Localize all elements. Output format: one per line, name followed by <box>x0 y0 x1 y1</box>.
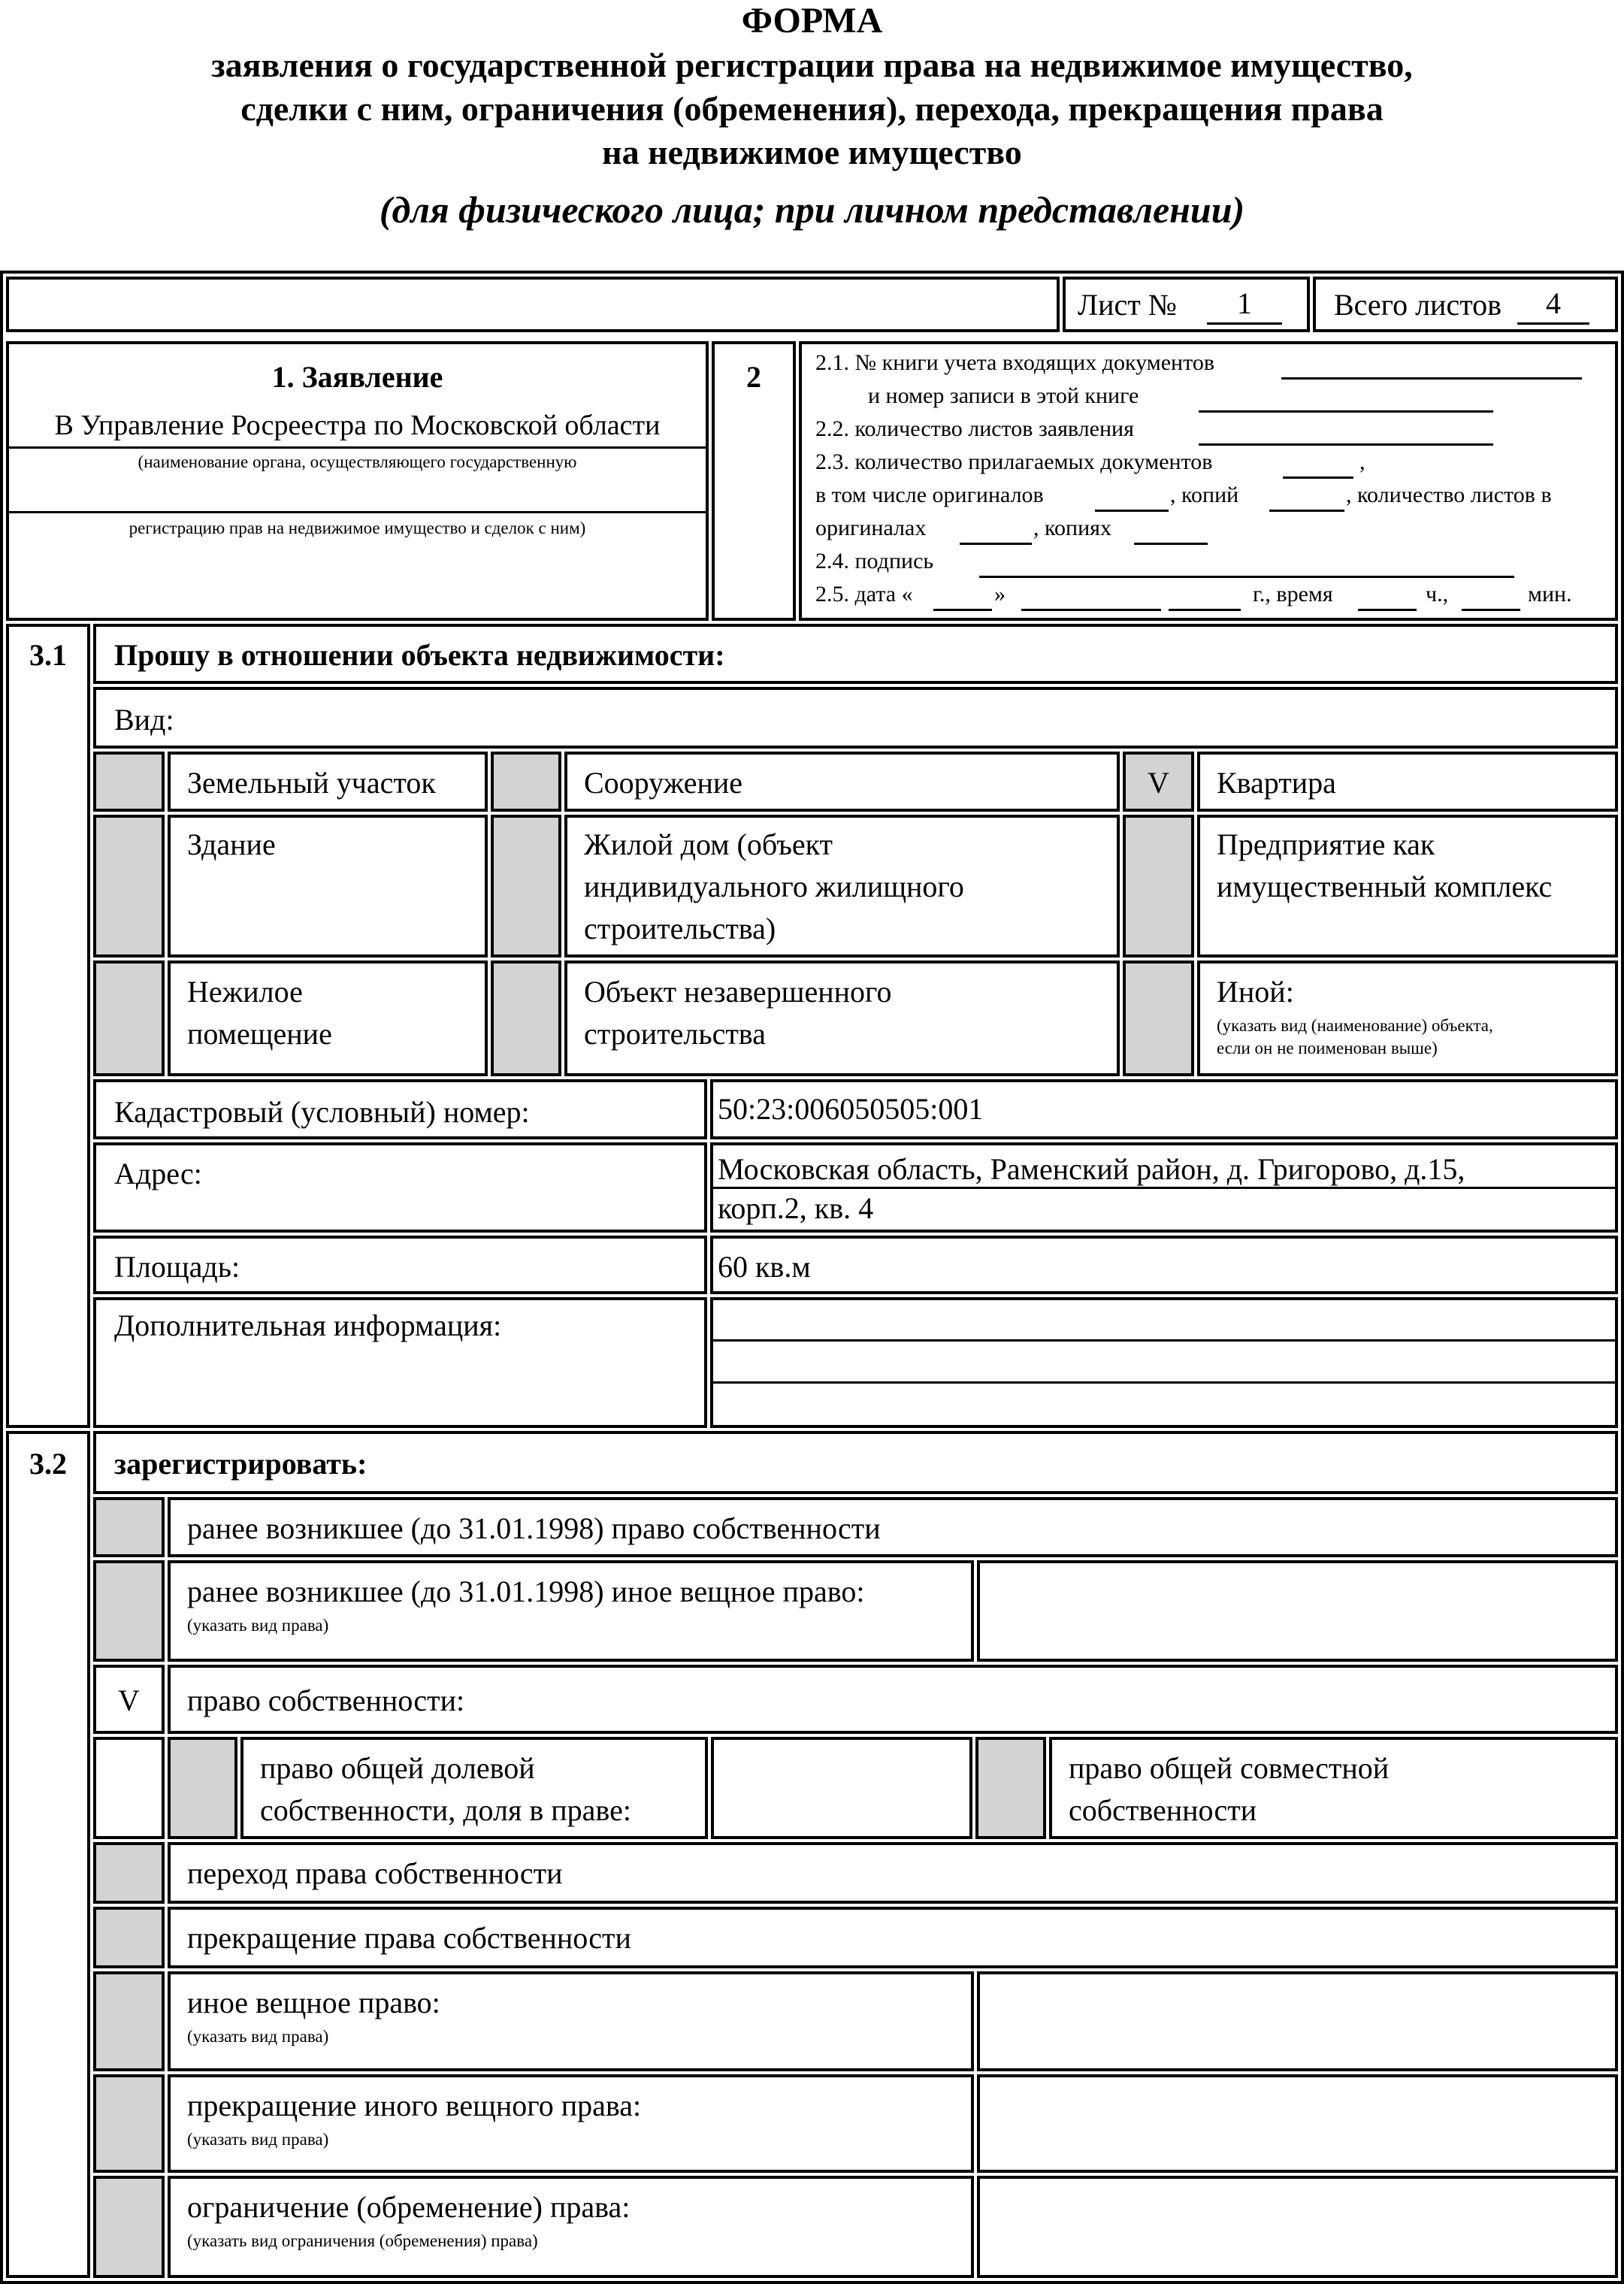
option-other-label: Иной: <box>1217 975 1294 1009</box>
authority-underline <box>9 446 706 449</box>
option-other-hint-2: если он не поименован выше) <box>1217 1039 1438 1057</box>
section-3-2-title-row <box>93 1431 1618 1494</box>
book-number-label: 2.1. № книги учета входящих документов <box>815 350 1214 375</box>
address-line-divider <box>713 1187 1615 1189</box>
sheet-total-label: Всего листов <box>1334 288 1502 322</box>
checkbox-land[interactable] <box>93 752 165 812</box>
option-other-right-label: иное вещное право: <box>187 1986 440 2019</box>
form-note: (для физического лица; при личном представлении) <box>379 189 1245 231</box>
extra-info-label: Дополнительная информация: <box>114 1308 502 1342</box>
area-value: 60 кв.м <box>718 1250 811 1284</box>
checkbox-apartment[interactable] <box>1123 752 1194 812</box>
checkbox-structure[interactable] <box>491 752 561 812</box>
option-joint-ownership <box>1049 1737 1618 1839</box>
option-terminate-other-right <box>168 2074 974 2173</box>
option-other <box>1197 960 1618 1076</box>
checkbox-terminate-ownership[interactable] <box>93 1907 165 1968</box>
option-shared-ownership-line-2: собственности, доля в праве: <box>260 1793 631 1827</box>
sheet-number-cell <box>1063 277 1310 332</box>
option-prior-ownership-label: ранее возникшее (до 31.01.1998) право собственности <box>187 1511 881 1545</box>
area-label: Площадь: <box>114 1250 240 1284</box>
area-label-cell <box>93 1236 707 1294</box>
sheet-number-value: 1 <box>1237 286 1252 320</box>
section-3-1-number-cell <box>6 624 90 1428</box>
checkbox-other-right[interactable] <box>93 1971 165 2071</box>
section-3-1-title-row <box>93 624 1618 684</box>
encumbrance-value[interactable] <box>977 2176 1618 2278</box>
option-prior-other-right <box>168 1560 974 1662</box>
date-month-line <box>1021 609 1161 611</box>
record-number-line <box>1199 410 1493 413</box>
checkbox-house[interactable] <box>491 815 561 957</box>
docs-count-comma: , <box>1359 449 1365 474</box>
option-enterprise <box>1197 815 1618 957</box>
checkbox-prior-other-right[interactable] <box>93 1560 165 1662</box>
extra-info-label-cell <box>93 1297 707 1428</box>
option-prior-other-right-label: ранее возникшее (до 31.01.1998) иное вещное право: <box>187 1575 865 1608</box>
docs-count-line <box>1283 476 1353 479</box>
option-prior-other-right-hint: (указать вид права) <box>187 1616 329 1635</box>
option-unfinished <box>564 960 1120 1076</box>
object-kind-row <box>93 687 1618 749</box>
option-ownership-label: право собственности: <box>187 1684 465 1717</box>
extra-info-value-cell[interactable] <box>710 1297 1618 1428</box>
section-3-2-number: 3.2 <box>29 1447 67 1481</box>
originals-sheets-line <box>960 543 1032 545</box>
checkbox-unfinished[interactable] <box>491 960 561 1076</box>
application-authority: В Управление Росреестра по Московской области <box>54 410 661 441</box>
option-shared-ownership <box>240 1737 708 1839</box>
checkbox-building[interactable] <box>93 815 165 957</box>
date-year-line <box>1169 609 1241 611</box>
authority-line-2 <box>9 511 706 513</box>
checkbox-ownership[interactable] <box>93 1665 165 1734</box>
date-year-suffix: г., время <box>1253 582 1333 607</box>
cadastral-value: 50:23:006050505:001 <box>718 1092 984 1126</box>
option-encumbrance-label: ограничение (обременение) права: <box>187 2190 631 2224</box>
checkbox-terminate-other-right[interactable] <box>93 2074 165 2173</box>
address-label-cell <box>93 1142 707 1233</box>
cadastral-label-cell <box>93 1079 707 1139</box>
checkbox-enterprise[interactable] <box>1123 815 1194 957</box>
option-apartment <box>1197 752 1618 812</box>
area-value-cell[interactable] <box>710 1236 1618 1294</box>
option-house-line-3: строительства) <box>584 912 776 945</box>
docs-count-label: 2.3. количество прилагаемых документов <box>815 449 1213 474</box>
copies-sheets-label: , копиях <box>1033 516 1111 540</box>
time-min-line <box>1462 609 1520 611</box>
option-enterprise-line-1: Предприятие как <box>1217 827 1435 861</box>
option-encumbrance <box>168 2176 974 2278</box>
sheets-count-label: 2.2. количество листов заявления <box>815 416 1134 441</box>
time-hour-line <box>1358 609 1417 611</box>
checkbox-shared-ownership[interactable] <box>168 1737 237 1839</box>
sheet-total-cell <box>1313 277 1618 332</box>
sheet-number-line <box>1207 322 1282 325</box>
checkbox-nonresidential[interactable] <box>93 960 165 1076</box>
option-land <box>168 752 488 812</box>
application-block <box>6 341 709 621</box>
option-shared-ownership-line-1: право общей долевой <box>260 1751 535 1785</box>
option-other-right <box>168 1971 974 2071</box>
option-nonresidential-line-1: Нежилое <box>187 975 303 1009</box>
checkbox-other[interactable] <box>1123 960 1194 1076</box>
option-nonresidential <box>168 960 488 1076</box>
terminate-other-right-value[interactable] <box>977 2074 1618 2173</box>
option-other-hint-1: (указать вид (наименование) объекта, <box>1217 1016 1493 1035</box>
prior-other-right-value[interactable] <box>977 1560 1618 1662</box>
option-structure-label: Сооружение <box>584 766 743 800</box>
time-min-suffix: мин. <box>1528 582 1572 607</box>
section-3-1-title: Прошу в отношении объекта недвижимости: <box>114 638 725 672</box>
checkbox-joint-ownership[interactable] <box>975 1737 1046 1839</box>
other-right-value[interactable] <box>977 1971 1618 2071</box>
originals-line <box>1095 510 1169 512</box>
option-enterprise-line-2: имущественный комплекс <box>1217 870 1553 903</box>
option-transfer-ownership <box>168 1842 1618 1904</box>
application-title: 1. Заявление <box>271 360 443 394</box>
registration-info-block <box>799 341 1618 621</box>
option-house-line-2: индивидуального жилищного <box>584 870 964 903</box>
sheet-blank-cell <box>6 277 1060 332</box>
option-transfer-ownership-label: переход права собственности <box>187 1856 563 1890</box>
object-kind-label: Вид: <box>114 703 174 737</box>
share-value[interactable] <box>711 1737 972 1839</box>
copies-label: , копий <box>1170 483 1239 507</box>
book-number-line <box>1281 377 1582 380</box>
copies-line <box>1269 510 1344 512</box>
option-apartment-label: Квартира <box>1217 766 1336 800</box>
section-3-2-title: зарегистрировать: <box>114 1447 367 1481</box>
option-house-line-1: Жилой дом (объект <box>584 827 833 861</box>
extra-info-line-2 <box>713 1381 1615 1384</box>
option-house <box>564 815 1120 957</box>
address-label: Адрес: <box>114 1157 202 1190</box>
copies-sheets-line <box>1134 543 1208 545</box>
date-quote-close: » <box>994 582 1006 607</box>
option-other-right-hint: (указать вид права) <box>187 2027 329 2046</box>
signature-label: 2.4. подпись <box>815 549 934 573</box>
form-subtitle-line-1: заявления о государственной регистрации права на недвижимое имущество, <box>211 46 1413 84</box>
section-3-1-number: 3.1 <box>29 638 67 672</box>
registration-number-cell <box>712 341 796 621</box>
cadastral-value-cell[interactable] <box>710 1079 1618 1139</box>
option-joint-ownership-line-1: право общей совместной <box>1069 1751 1390 1785</box>
option-terminate-other-right-hint: (указать вид права) <box>187 2130 329 2149</box>
checkbox-transfer-ownership[interactable] <box>93 1842 165 1904</box>
option-terminate-other-right-label: прекращение иного вещного права: <box>187 2089 642 2122</box>
option-terminate-ownership-label: прекращение права собственности <box>187 1921 631 1955</box>
option-building-label: Здание <box>187 827 276 861</box>
authority-hint-2: регистрацию прав на недвижимое имущество и сделок с ним) <box>129 519 586 537</box>
option-unfinished-line-2: строительства <box>584 1017 766 1051</box>
option-prior-ownership <box>168 1497 1618 1557</box>
record-number-label: и номер записи в этой книге <box>868 383 1139 408</box>
date-label: 2.5. дата « <box>815 582 913 607</box>
option-encumbrance-hint: (указать вид ограничения (обременения) права) <box>187 2231 538 2250</box>
option-ownership <box>168 1665 1618 1734</box>
form-subtitle-line-2: сделки с ним, ограничения (обременения), перехода, прекращения права <box>240 89 1384 128</box>
time-hour-suffix: ч., <box>1426 582 1449 607</box>
form-title: ФОРМА <box>741 1 883 41</box>
option-terminate-ownership <box>168 1907 1618 1968</box>
address-value-line-2: корп.2, кв. 4 <box>718 1191 874 1225</box>
originals-label: в том числе оригиналов <box>815 483 1044 507</box>
originals-sheets-label: оригиналах <box>815 516 927 540</box>
address-value-cell[interactable] <box>710 1142 1618 1233</box>
section-3-2-number-cell <box>6 1431 90 2278</box>
ownership-subrow-blank <box>93 1737 165 1839</box>
checkbox-prior-ownership[interactable] <box>93 1497 165 1557</box>
block-2-number: 2 <box>746 360 761 394</box>
cadastral-label: Кадастровый (условный) номер: <box>114 1095 530 1129</box>
option-building <box>168 815 488 957</box>
checkbox-encumbrance[interactable] <box>93 2176 165 2278</box>
option-nonresidential-line-2: помещение <box>187 1017 332 1051</box>
sheet-total-line <box>1517 322 1589 325</box>
option-structure <box>564 752 1120 812</box>
sheet-number-label: Лист № <box>1078 288 1177 322</box>
ownership-check-mark: V <box>118 1684 140 1717</box>
extra-info-line-1 <box>713 1339 1615 1342</box>
option-joint-ownership-line-2: собственности <box>1069 1793 1257 1827</box>
address-value-line-1: Московская область, Раменский район, д. Григорово, д.15, <box>718 1152 1465 1186</box>
option-land-label: Земельный участок <box>187 766 436 800</box>
sheets-count-line <box>1199 443 1493 446</box>
apartment-check-mark: V <box>1148 766 1169 800</box>
option-unfinished-line-1: Объект незавершенного <box>584 975 892 1009</box>
form-subtitle-line-3: на недвижимое имущество <box>602 133 1022 171</box>
signature-line <box>979 576 1514 578</box>
sheet-total-value: 4 <box>1546 286 1561 320</box>
authority-hint-1: (наименование органа, осуществляющего государственную <box>138 452 577 471</box>
date-day-line <box>933 609 992 611</box>
sheets-in-label: , количество листов в <box>1346 483 1552 507</box>
